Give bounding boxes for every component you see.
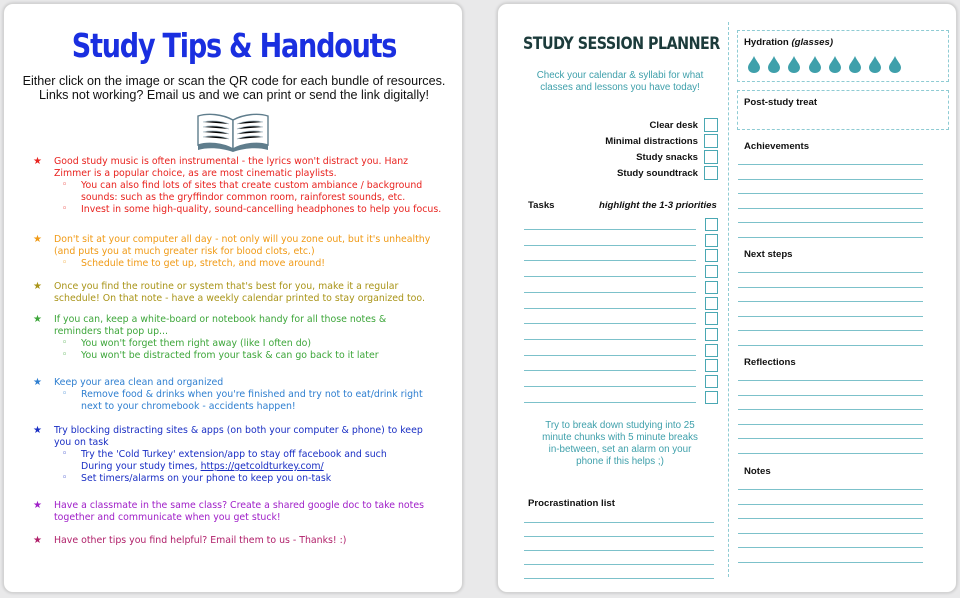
task-line[interactable] [524, 355, 696, 356]
star-bullet-icon: ★ [33, 314, 42, 325]
star-bullet-icon: ★ [33, 535, 42, 546]
tip-text [54, 314, 454, 338]
checklist-checkbox[interactable] [704, 134, 718, 148]
tip-line: Try blocking distracting sites & apps (on both your computer & phone) to keep [54, 425, 423, 436]
task-checkbox[interactable] [705, 344, 718, 357]
procrastination-line[interactable] [524, 564, 714, 565]
section-label: Notes [744, 466, 771, 477]
study-session-planner-page [497, 3, 957, 593]
procrastination-list-label: Procrastination list [528, 498, 615, 509]
water-drop-icon[interactable] [768, 56, 780, 73]
sub-tip-line: Invest in some high-quality, sound-cancelling headphones to help you focus. [81, 204, 442, 215]
column-divider [728, 22, 729, 577]
sub-tip-line: You can also find lots of sites that create custom ambiance / background [81, 180, 423, 191]
water-drop-icon[interactable] [829, 56, 841, 73]
sub-bullet-icon: ◦ [62, 204, 68, 214]
procrastination-line[interactable] [524, 578, 714, 579]
task-checkbox[interactable] [705, 249, 718, 262]
sub-tip-line: next to your chromebook - accidents happen! [81, 401, 296, 412]
task-line[interactable] [524, 323, 696, 324]
section-writing-line[interactable] [738, 179, 923, 180]
section-writing-line[interactable] [738, 518, 923, 519]
procrastination-line[interactable] [524, 536, 714, 537]
task-checkbox[interactable] [705, 234, 718, 247]
planner-title: STUDY SESSION PLANNER [523, 34, 720, 54]
tip-text [54, 156, 454, 180]
water-drop-icon[interactable] [889, 56, 901, 73]
planner-note-line: Check your calendar & syllabi for what [536, 70, 704, 81]
task-checkbox[interactable] [705, 375, 718, 388]
task-line[interactable] [524, 276, 696, 277]
task-line[interactable] [524, 339, 696, 340]
tip-line: Have other tips you find helpful? Email them to us - Thanks! :) [54, 535, 347, 546]
star-bullet-icon: ★ [33, 425, 42, 436]
checklist-checkbox[interactable] [704, 118, 718, 132]
tip-line: (and puts you at much greater risk for blood clots, etc.) [54, 246, 315, 257]
water-drop-icon[interactable] [748, 56, 760, 73]
sub-tip-line: sounds: such as the gryffindor common room, rainforest sounds, etc. [81, 192, 406, 203]
open-book-icon[interactable] [194, 112, 272, 152]
star-bullet-icon: ★ [33, 377, 42, 388]
task-line[interactable] [524, 308, 696, 309]
section-writing-line[interactable] [738, 380, 923, 381]
handout-intro-line: Either click on the image or scan the QR code for each bundle of resources. [22, 74, 446, 88]
hydration-unit: (glasses) [791, 37, 834, 48]
star-bullet-icon: ★ [33, 281, 42, 292]
handout-intro [14, 74, 454, 102]
hydration-label-text: Hydration [744, 37, 789, 48]
priorities-label: highlight the 1-3 priorities [599, 200, 717, 211]
star-bullet-icon: ★ [33, 234, 42, 245]
section-label: Next steps [744, 249, 793, 260]
section-writing-line[interactable] [738, 208, 923, 209]
section-writing-line[interactable] [738, 395, 923, 396]
section-writing-line[interactable] [738, 489, 923, 490]
tip-line: Have a classmate in the same class? Create a shared google doc to take notes [54, 500, 424, 511]
handout-title: Study Tips & Handouts [71, 26, 397, 65]
procrastination-line[interactable] [524, 522, 714, 523]
tip-line: reminders that pop up... [54, 326, 169, 337]
section-writing-line[interactable] [738, 287, 923, 288]
checklist-item-label: Study snacks [636, 152, 698, 163]
task-line[interactable] [524, 245, 696, 246]
tip-line: Don't sit at your computer all day - not only will you zone out, but it's unhealthy [54, 234, 431, 245]
tip-line: Good study music is often instrumental - the lyrics won't distract you. Hanz [54, 156, 409, 167]
tasks-label: Tasks [528, 200, 555, 211]
task-checkbox[interactable] [705, 218, 718, 231]
section-writing-line[interactable] [738, 237, 923, 238]
post-study-box[interactable] [737, 90, 949, 130]
water-drop-icon[interactable] [869, 56, 881, 73]
task-checkbox[interactable] [705, 359, 718, 372]
procrastination-line[interactable] [524, 550, 714, 551]
sub-tip-line: Schedule time to get up, stretch, and move around! [81, 258, 326, 269]
task-line[interactable] [524, 229, 696, 230]
section-writing-line[interactable] [738, 547, 923, 548]
sub-bullet-icon: ◦ [62, 338, 68, 348]
tip-text [54, 425, 454, 449]
break-note-line: Try to break down studying into 25 [545, 420, 695, 431]
section-writing-line[interactable] [738, 330, 923, 331]
sub-tip-line: You won't forget them right away (like I often do) [81, 338, 312, 349]
sub-tip-line: Set timers/alarms on your phone to keep you on-task [81, 473, 332, 484]
hydration-label [744, 37, 833, 48]
break-tip-note [520, 420, 720, 468]
section-writing-line[interactable] [738, 409, 923, 410]
checklist-item-label: Study soundtrack [616, 168, 698, 179]
tip-line: you on task [54, 437, 109, 448]
section-writing-line[interactable] [738, 272, 923, 273]
study-tips-handout-page [3, 3, 463, 593]
sub-bullet-icon: ◦ [62, 180, 68, 190]
section-writing-line[interactable] [738, 504, 923, 505]
section-writing-line[interactable] [738, 424, 923, 425]
planner-note-line: classes and lessons you have today! [540, 82, 700, 93]
task-checkbox[interactable] [705, 391, 718, 404]
checklist-checkbox[interactable] [704, 150, 718, 164]
tip-text [54, 234, 454, 258]
section-label: Achievements [744, 141, 810, 152]
cold-turkey-link[interactable]: https://getcoldturkey.com/ [200, 461, 324, 472]
task-checkbox[interactable] [705, 265, 718, 278]
section-writing-line[interactable] [738, 164, 923, 165]
tip-line: If you can, keep a white-board or notebook handy for all those notes & [54, 314, 387, 325]
sub-tip-line: You won't be distracted from your task & can go back to it later [81, 350, 379, 361]
tip-text [54, 535, 454, 547]
checklist-item-label: Minimal distractions [605, 136, 698, 147]
task-line[interactable] [524, 402, 696, 403]
break-note-line: in-between, set an alarm on your [548, 444, 692, 455]
water-drop-icon[interactable] [849, 56, 861, 73]
tip-line: together and communicate when you get stuck! [54, 512, 281, 523]
water-drop-icon[interactable] [809, 56, 821, 73]
sub-tip-line-with-link[interactable]: During your study times, https://getcoldturkey.com/ [81, 461, 324, 472]
checklist-item-label: Clear desk [649, 120, 698, 131]
section-writing-line[interactable] [738, 562, 923, 563]
section-writing-line[interactable] [738, 533, 923, 534]
sub-bullet-icon: ◦ [62, 258, 68, 268]
section-writing-line[interactable] [738, 345, 923, 346]
sub-tip-line: Remove food & drinks when you're finished and try not to eat/drink right [81, 389, 423, 400]
section-writing-line[interactable] [738, 316, 923, 317]
tip-text [54, 500, 454, 524]
water-drop-icon[interactable] [788, 56, 800, 73]
tip-text [54, 281, 454, 305]
handout-intro-line: Links not working? Email us and we can print or send the link digitally! [39, 88, 429, 102]
checklist-checkbox[interactable] [704, 166, 718, 180]
task-line[interactable] [524, 386, 696, 387]
section-writing-line[interactable] [738, 438, 923, 439]
post-study-label: Post-study treat [744, 97, 818, 108]
task-line[interactable] [524, 260, 696, 261]
planner-calendar-note [520, 70, 720, 94]
sub-tip-line: Try the 'Cold Turkey' extension/app to stay off facebook and such [81, 449, 387, 460]
task-line[interactable] [524, 370, 696, 371]
break-note-line: phone if this helps ;) [576, 456, 664, 467]
section-writing-line[interactable] [738, 453, 923, 454]
sub-bullet-icon: ◦ [62, 350, 68, 360]
tip-line: schedule! On that note - have a weekly calendar printed to stay organized too. [54, 293, 425, 304]
section-writing-line[interactable] [738, 301, 923, 302]
sub-bullet-icon: ◦ [62, 473, 68, 483]
task-checkbox[interactable] [705, 281, 718, 294]
section-label: Reflections [744, 357, 796, 368]
tip-line: Once you find the routine or system that's best for you, make it a regular [54, 281, 399, 292]
tip-text [54, 377, 454, 389]
tip-line: Keep your area clean and organized [54, 377, 224, 388]
star-bullet-icon: ★ [33, 500, 42, 511]
task-checkbox[interactable] [705, 328, 718, 341]
task-checkbox[interactable] [705, 312, 718, 325]
task-checkbox[interactable] [705, 297, 718, 310]
sub-bullet-icon: ◦ [62, 389, 68, 399]
task-line[interactable] [524, 292, 696, 293]
section-writing-line[interactable] [738, 193, 923, 194]
tip-line: Zimmer is a popular choice, as are most cinematic playlists. [54, 168, 337, 179]
section-writing-line[interactable] [738, 222, 923, 223]
sub-bullet-icon: ◦ [62, 449, 68, 459]
star-bullet-icon: ★ [33, 156, 42, 167]
break-note-line: minute chunks with 5 minute breaks [542, 432, 698, 443]
